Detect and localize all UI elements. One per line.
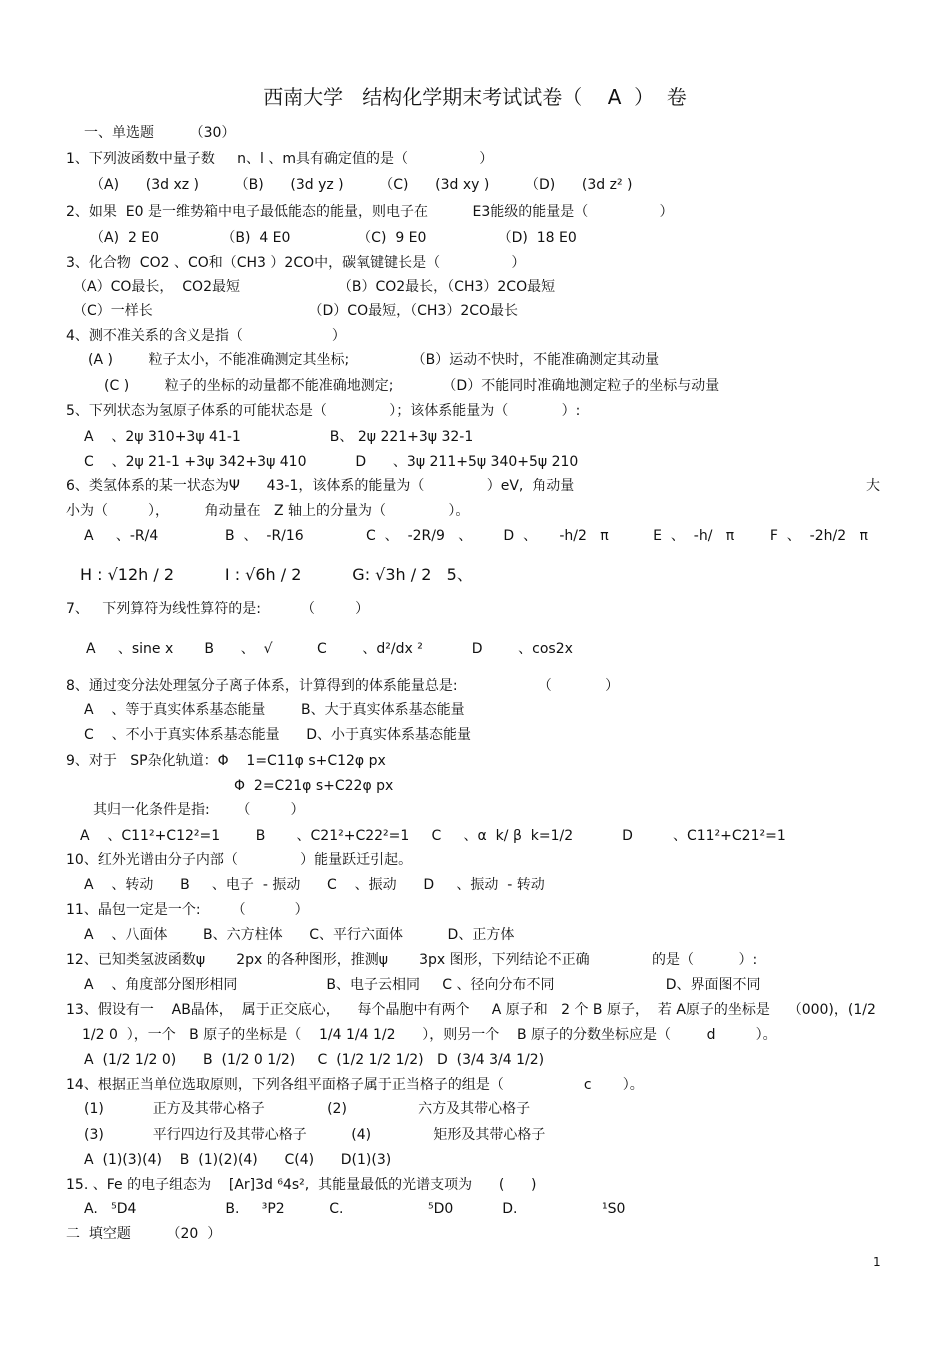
question-5-options-ab: A 、2ψ 310+3ψ 41-1 B、 2ψ 221+3ψ 32-1 xyxy=(84,429,474,445)
question-12-options: A 、角度部分图形相同 B、电子云相同 C 、径向分布不同 D、界面图不同 xyxy=(84,977,761,993)
question-8-options-cd: C 、不小于真实体系基态能量 D、小于真实体系基态能量 xyxy=(84,727,472,743)
question-11-options: A 、八面体 B、六方柱体 C、平行六面体 D、正方体 xyxy=(84,927,515,943)
question-4-options-cd: (C ) 粒子的坐标的动量都不能准确地测定; （D）不能同时准确地测定粒子的坐标与动量 xyxy=(104,378,720,394)
question-13-continued: 1/2 0 ），一个 B 原子的坐标是（ 1/4 1/4 1/2 ），则另一个 B 原子的分数坐标应是（ d ）。 xyxy=(82,1027,777,1043)
question-11: 11、晶包一定是一个: （ ） xyxy=(66,902,309,918)
question-5-options-cd: C 、2ψ 21-1 +3ψ 342+3ψ 410 D 、3ψ 211+5ψ 340+5ψ 210 xyxy=(84,454,579,470)
question-4-options-ab: (A ) 粒子太小，不能准确测定其坐标; （B）运动不快时，不能准确测定其动量 xyxy=(88,352,660,368)
question-6-line-end: 大 xyxy=(866,478,880,494)
question-14-items-34: (3) 平行四边行及其带心格子 (4) 矩形及其带心格子 xyxy=(84,1127,546,1143)
question-6-options: A 、-R/4 B 、 -R/16 C 、 -2R/9 、 D 、 -h/2 π E 、 -h/ π F 、 -2h/2 π xyxy=(84,528,868,544)
question-2: 2、如果 E0 是一维势箱中电子最低能态的能量，则电子在 E3能级的能量是（ ） xyxy=(66,204,674,220)
question-14-items-12: (1) 正方及其带心格子 (2) 六方及其带心格子 xyxy=(84,1101,531,1117)
question-6-continued: 小为（ ）， 角动量在 Z 轴上的分量为（ ）。 xyxy=(66,503,470,519)
page-number: 1 xyxy=(873,1255,881,1269)
question-5: 5、下列状态为氢原子体系的可能状态是（ ）；该体系能量为（ ）: xyxy=(66,403,581,419)
question-1: 1、下列波函数中量子数 n、l 、m具有确定值的是（ ） xyxy=(66,151,494,167)
question-7: 7、 下列算符为线性算符的是: （ ） xyxy=(66,601,370,617)
question-2-options: （A) 2 E0 （B) 4 E0 （C) 9 E0 （D) 18 E0 xyxy=(90,230,577,246)
question-9-options: A 、C11²+C12²=1 B 、C21²+C22²=1 C 、α k/ β k=1/2 D 、C11²+C21²=1 xyxy=(80,828,786,844)
question-1-options: （A) (3d xz ) （B) (3d yz ) （C) (3d xy ) （D) (3d z² ) xyxy=(90,177,633,193)
question-4: 4、测不准关系的含义是指（ ） xyxy=(66,328,346,344)
question-9: 9、对于 SP杂化轨道：Φ 1=C11φ s+C12φ px xyxy=(66,753,386,769)
question-3-options-cd: （C）一样长 （D）CO最短，（CH3）2CO最长 xyxy=(73,303,519,319)
question-9-prompt: 其归一化条件是指: （ ） xyxy=(93,802,305,818)
question-8-options-ab: A 、等于真实体系基态能量 B、大于真实体系基态能量 xyxy=(84,702,465,718)
question-3-options-ab: （A）CO最长， CO2最短 （B）CO2最长，（CH3）2CO最短 xyxy=(73,279,556,295)
question-13-options: A (1/2 1/2 0) B (1/2 0 1/2) C (1/2 1/2 1/2) D (3/4 3/4 1/2) xyxy=(84,1052,545,1068)
question-15-options: A. ⁵D4 B. ³P2 C. ⁵D0 D. ¹S0 xyxy=(84,1201,626,1217)
section-header-single-choice: 一、单选题 （30） xyxy=(84,125,236,141)
question-6-options-hig: H : √12h / 2 I : √6h / 2 G: √3h / 2 5、 xyxy=(80,565,473,584)
question-14: 14、根据正当单位选取原则，下列各组平面格子属于正当格子的组是（ c ）。 xyxy=(66,1077,644,1093)
page-title: 西南大学 结构化学期末考试试卷（ A ） 卷 xyxy=(263,85,687,109)
question-10: 10、红外光谱由分子内部（ ）能量跃迁引起。 xyxy=(66,852,413,868)
question-13: 13、假设有一 AB晶体， 属于正交底心， 每个晶胞中有两个 A 原子和 2 个 B 原子， 若 A原子的坐标是 （000)，(1/2 xyxy=(66,1002,876,1018)
question-15: 15. 、Fe 的电子组态为 [Ar]3d ⁶4s², 其能量最低的光谱支项为 ( ) xyxy=(66,1177,537,1193)
question-14-options: A (1)(3)(4) B (1)(2)(4) C(4) D(1)(3) xyxy=(84,1152,392,1168)
question-7-options: A 、sine x B 、 √ C 、d²/dx ² D 、cos2x xyxy=(86,641,573,657)
question-10-options: A 、转动 B 、电子 - 振动 C 、振动 D 、振动 - 转动 xyxy=(84,877,545,893)
section-header-fill-in: 二 填空题 （20 ） xyxy=(66,1226,222,1242)
question-9-orbital-2: Φ 2=C21φ s+C22φ px xyxy=(234,778,394,794)
question-8: 8、通过变分法处理氢分子离子体系，计算得到的体系能量总是: （ ） xyxy=(66,678,620,694)
question-6: 6、类氢体系的某一状态为Ψ 43-1，该体系的能量为（ ）eV, 角动量 xyxy=(66,478,575,494)
question-3: 3、化合物 CO2 、CO和（CH3 ）2CO中，碳氧键键长是（ ） xyxy=(66,255,526,271)
question-12: 12、已知类氢波函数ψ 2px 的各种图形，推测ψ 3px 图形，下列结论不正确 的是（ ）: xyxy=(66,952,758,968)
